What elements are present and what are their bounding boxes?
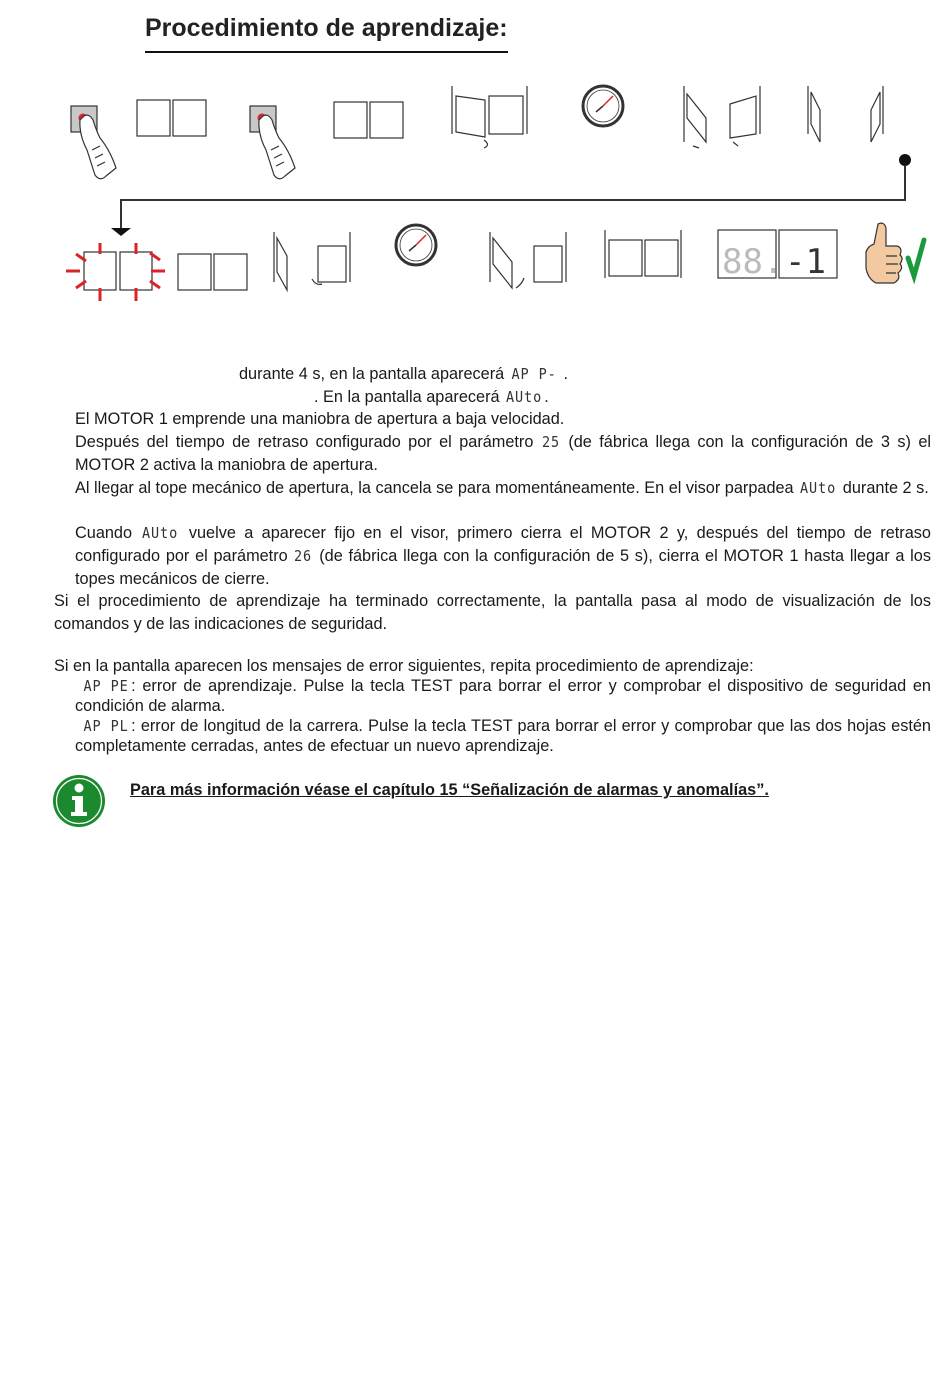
step-7-text-a: Si el procedimiento de aprendizaje ha terminado correctamente, la pantalla pasa al modo de visualización de <box>54 592 902 610</box>
learning-procedure-diagram <box>0 70 950 320</box>
error-2-text-b: hojas estén completamente cerradas, antes de efectuar un nuevo aprendizaje. <box>75 717 931 755</box>
step-2-end: . <box>544 388 549 406</box>
step-6-paragraph <box>75 522 931 591</box>
step-5-text-a: Al llegar al tope mecánico de apertura, la cancela se para momentáneamente. En el visor parpadea <box>75 479 794 497</box>
step-4-text-b: (de fábrica llega con la configuración de 3 <box>568 433 890 451</box>
blinking-gate-icon <box>66 243 165 301</box>
step-6-text-b: vuelve a aparecer fijo en el visor, primero cierra el MOTOR 2 y, después del tiempo de <box>188 524 872 542</box>
step-1-line <box>239 364 568 384</box>
gate-closing-icon <box>274 232 350 290</box>
step-7-paragraph <box>54 590 931 636</box>
page-title: Procedimiento de aprendizaje: <box>145 14 508 53</box>
code-param-26: 26 <box>294 547 313 565</box>
step-3-text: El MOTOR 1 emprende una maniobra de apertura a baja velocidad. <box>75 410 565 428</box>
error-1-paragraph <box>75 676 931 716</box>
gate-both-opening-icon <box>684 86 760 148</box>
step-4-text-c: s) el MOTOR 2 activa la maniobra de apertura. <box>75 433 932 474</box>
display-right-value: -1 <box>785 242 826 282</box>
gate-leaf2-closing-icon <box>490 232 566 288</box>
error-1-text-a: : error de aprendizaje. Pulse la tecla TEST para borrar el error y comprobar el dispositivo de <box>131 677 829 695</box>
info-reference-link[interactable]: Para más información véase el capítulo 15 “Señalización de alarmas y anomalías”. <box>130 781 769 799</box>
code-auto: AUto <box>800 479 837 497</box>
step-7-text-b: los comandos y de las indicaciones de seguridad. <box>54 592 931 633</box>
finger-press-icon <box>250 106 295 179</box>
info-icon <box>52 774 106 828</box>
code-ap-pe: AP PE <box>83 677 129 695</box>
errors-intro: Si en la pantalla aparecen los mensajes de error siguientes, repita procedimiento de aprendizaje: <box>54 657 754 675</box>
gate-closed-icon <box>605 230 681 278</box>
code-ap-pl: AP PL <box>83 717 129 735</box>
gate-closed-icon <box>334 102 403 138</box>
code-auto: AUto <box>506 388 543 406</box>
display-left-value: 88. <box>722 242 784 282</box>
step-4-paragraph <box>75 431 931 477</box>
error-1-text-b: seguridad en condición de alarma. <box>75 677 931 715</box>
code-ap-p: AP P- <box>511 365 557 383</box>
step-1-text: durante 4 s, en la pantalla aparecerá <box>239 365 505 383</box>
gate-open-icon <box>808 86 883 142</box>
step-6-text-e: hasta llegar a los topes mecánicos de cierre. <box>75 547 931 588</box>
timer-clock-icon <box>583 86 623 126</box>
step-6-text-d: (de fábrica llega con la configuración de 5 s), cierra el MOTOR 1 <box>319 547 799 565</box>
timer-clock-icon <box>396 225 436 265</box>
code-auto: AUto <box>142 524 179 542</box>
step-6-text-c: retraso configurado por el parámetro <box>75 524 931 565</box>
gate-closed-icon <box>178 254 247 290</box>
finger-press-icon <box>71 106 116 179</box>
gate-closed-icon <box>137 100 206 136</box>
code-param-25: 25 <box>541 433 560 451</box>
step-4-text-a: Después del tiempo de retraso configurado por el parámetro <box>75 433 534 451</box>
step-1-end: . <box>563 365 568 383</box>
checkmark-icon <box>908 240 924 276</box>
error-2-text-a: : error de longitud de la carrera. Pulse la tecla TEST para borrar el error y comprobar que las dos <box>131 717 842 735</box>
step-2-line <box>314 387 549 407</box>
step-6-text-a: Cuando <box>75 524 133 542</box>
error-2-paragraph <box>75 716 931 756</box>
thumbs-up-icon <box>866 223 902 283</box>
step-5-paragraph <box>75 477 931 500</box>
step-2-text: . En la pantalla aparecerá <box>314 388 500 406</box>
gate-leaf1-opening-icon <box>452 86 527 148</box>
step-5-text-b: durante 2 s. <box>842 479 929 497</box>
